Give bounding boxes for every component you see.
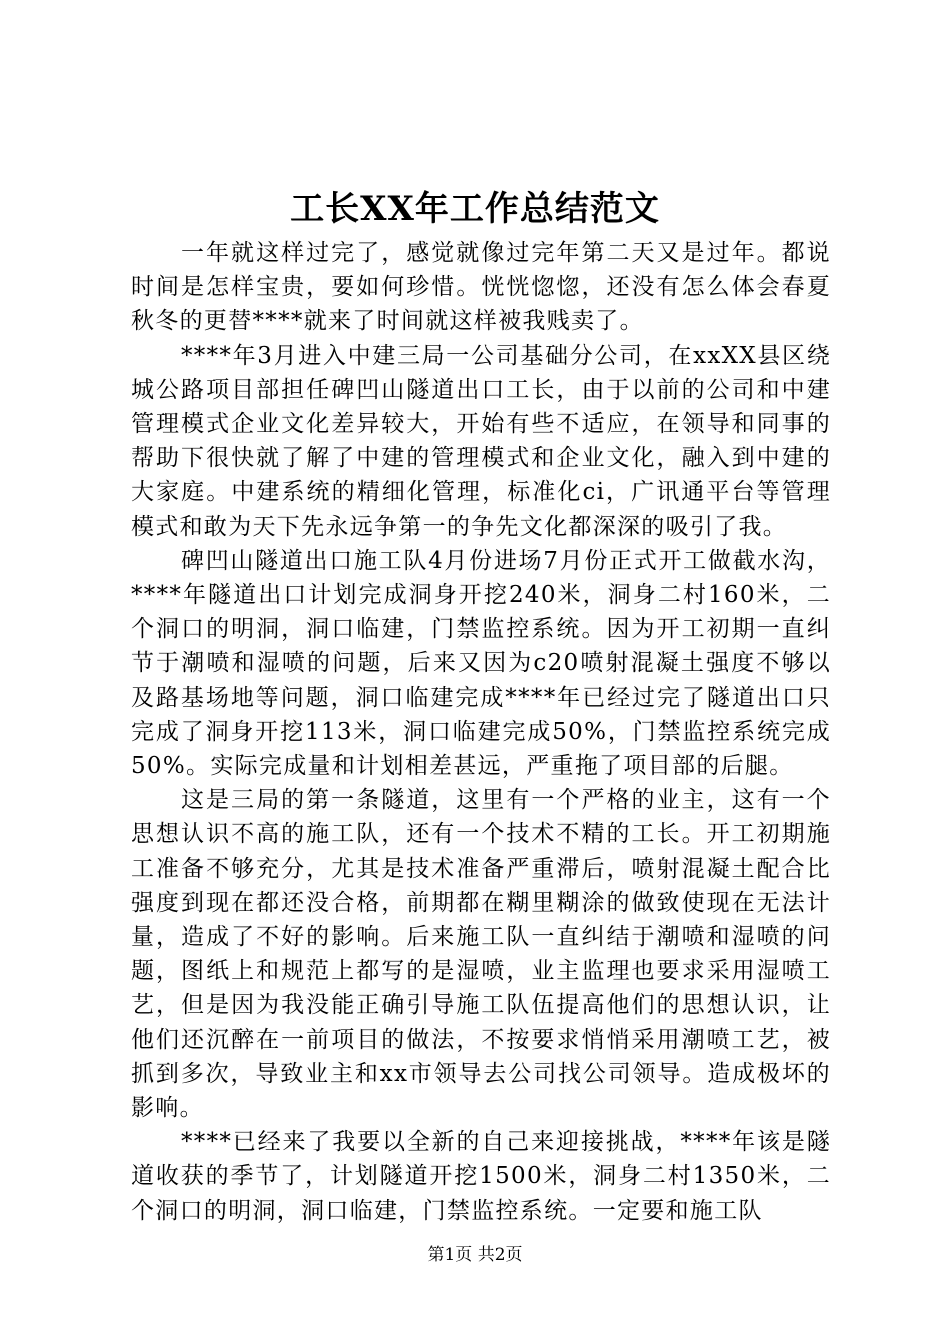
paragraph: 这是三局的第一条隧道，这里有一个严格的业主，这有一个思想认识不高的施工队，还有一个技术不精的工长。开工初期施工准备不够充分，尤其是技术准备严重滞后，喷射混凝土配合比强度到现在都还没合格，前期都在糊里糊涂的做致使现在无法计量，造成了不好的影响。后来施工队一直纠结于潮喷和湿喷的问题，图纸上和规范上都写的是湿喷，业主监理也要求采用湿喷工艺，但是因为我没能正确引导施工队伍提高他们的思想认识，让他们还沉醉在一前项目的做法，不按要求悄悄采用潮喷工艺，被抓到多次，导致业主和xx市领导去公司找公司领导。造成极坏的影响。 bbox=[131, 787, 831, 1122]
paragraph: 碑凹山隧道出口施工队4月份进场7月份正式开工做截水沟，****年隧道出口计划完成洞身开挖240米，洞身二村160米，二个洞口的明洞，洞口临建，门禁监控系统。因为开工初期一直纠节于潮喷和湿喷的问题，后来又因为c20喷射混凝土强度不够以及路基场地等问题，洞口临建完成****年已经过完了隧道出口只完成了洞身开挖113米，洞口临建完成50%，门禁监控系统完成50%。实际完成量和计划相差甚远，严重拖了项目部的后腿。 bbox=[131, 547, 831, 780]
paragraph: ****已经来了我要以全新的自己来迎接挑战，****年该是隧道收获的季节了，计划隧道开挖1500米，洞身二村1350米，二个洞口的明洞，洞口临建，门禁监控系统。一定要和施工队 bbox=[131, 1129, 831, 1224]
document-title: 工长XX年工作总结范文 bbox=[290, 189, 660, 229]
page-number-footer: 第1页 共2页 bbox=[427, 1245, 523, 1265]
document-body bbox=[131, 236, 831, 1228]
paragraph: ****年3月进入中建三局一公司基础分公司，在xxXX县区绕城公路项目部担任碑凹山隧道出口工长，由于以前的公司和中建管理模式企业文化差异较大，开始有些不适应，在领导和同事的帮助下很快就了解了中建的管理模式和企业文化，融入到中建的大家庭。中建系统的精细化管理，标准化ci，广讯通平台等管理模式和敢为天下先永远争第一的争先文化都深深的吸引了我。 bbox=[131, 342, 831, 540]
paragraph: 一年就这样过完了，感觉就像过完年第二天又是过年。都说时间是怎样宝贵，要如何珍惜。恍恍惚惚，还没有怎么体会春夏秋冬的更替****就来了时间就这样被我贱卖了。 bbox=[131, 240, 831, 335]
